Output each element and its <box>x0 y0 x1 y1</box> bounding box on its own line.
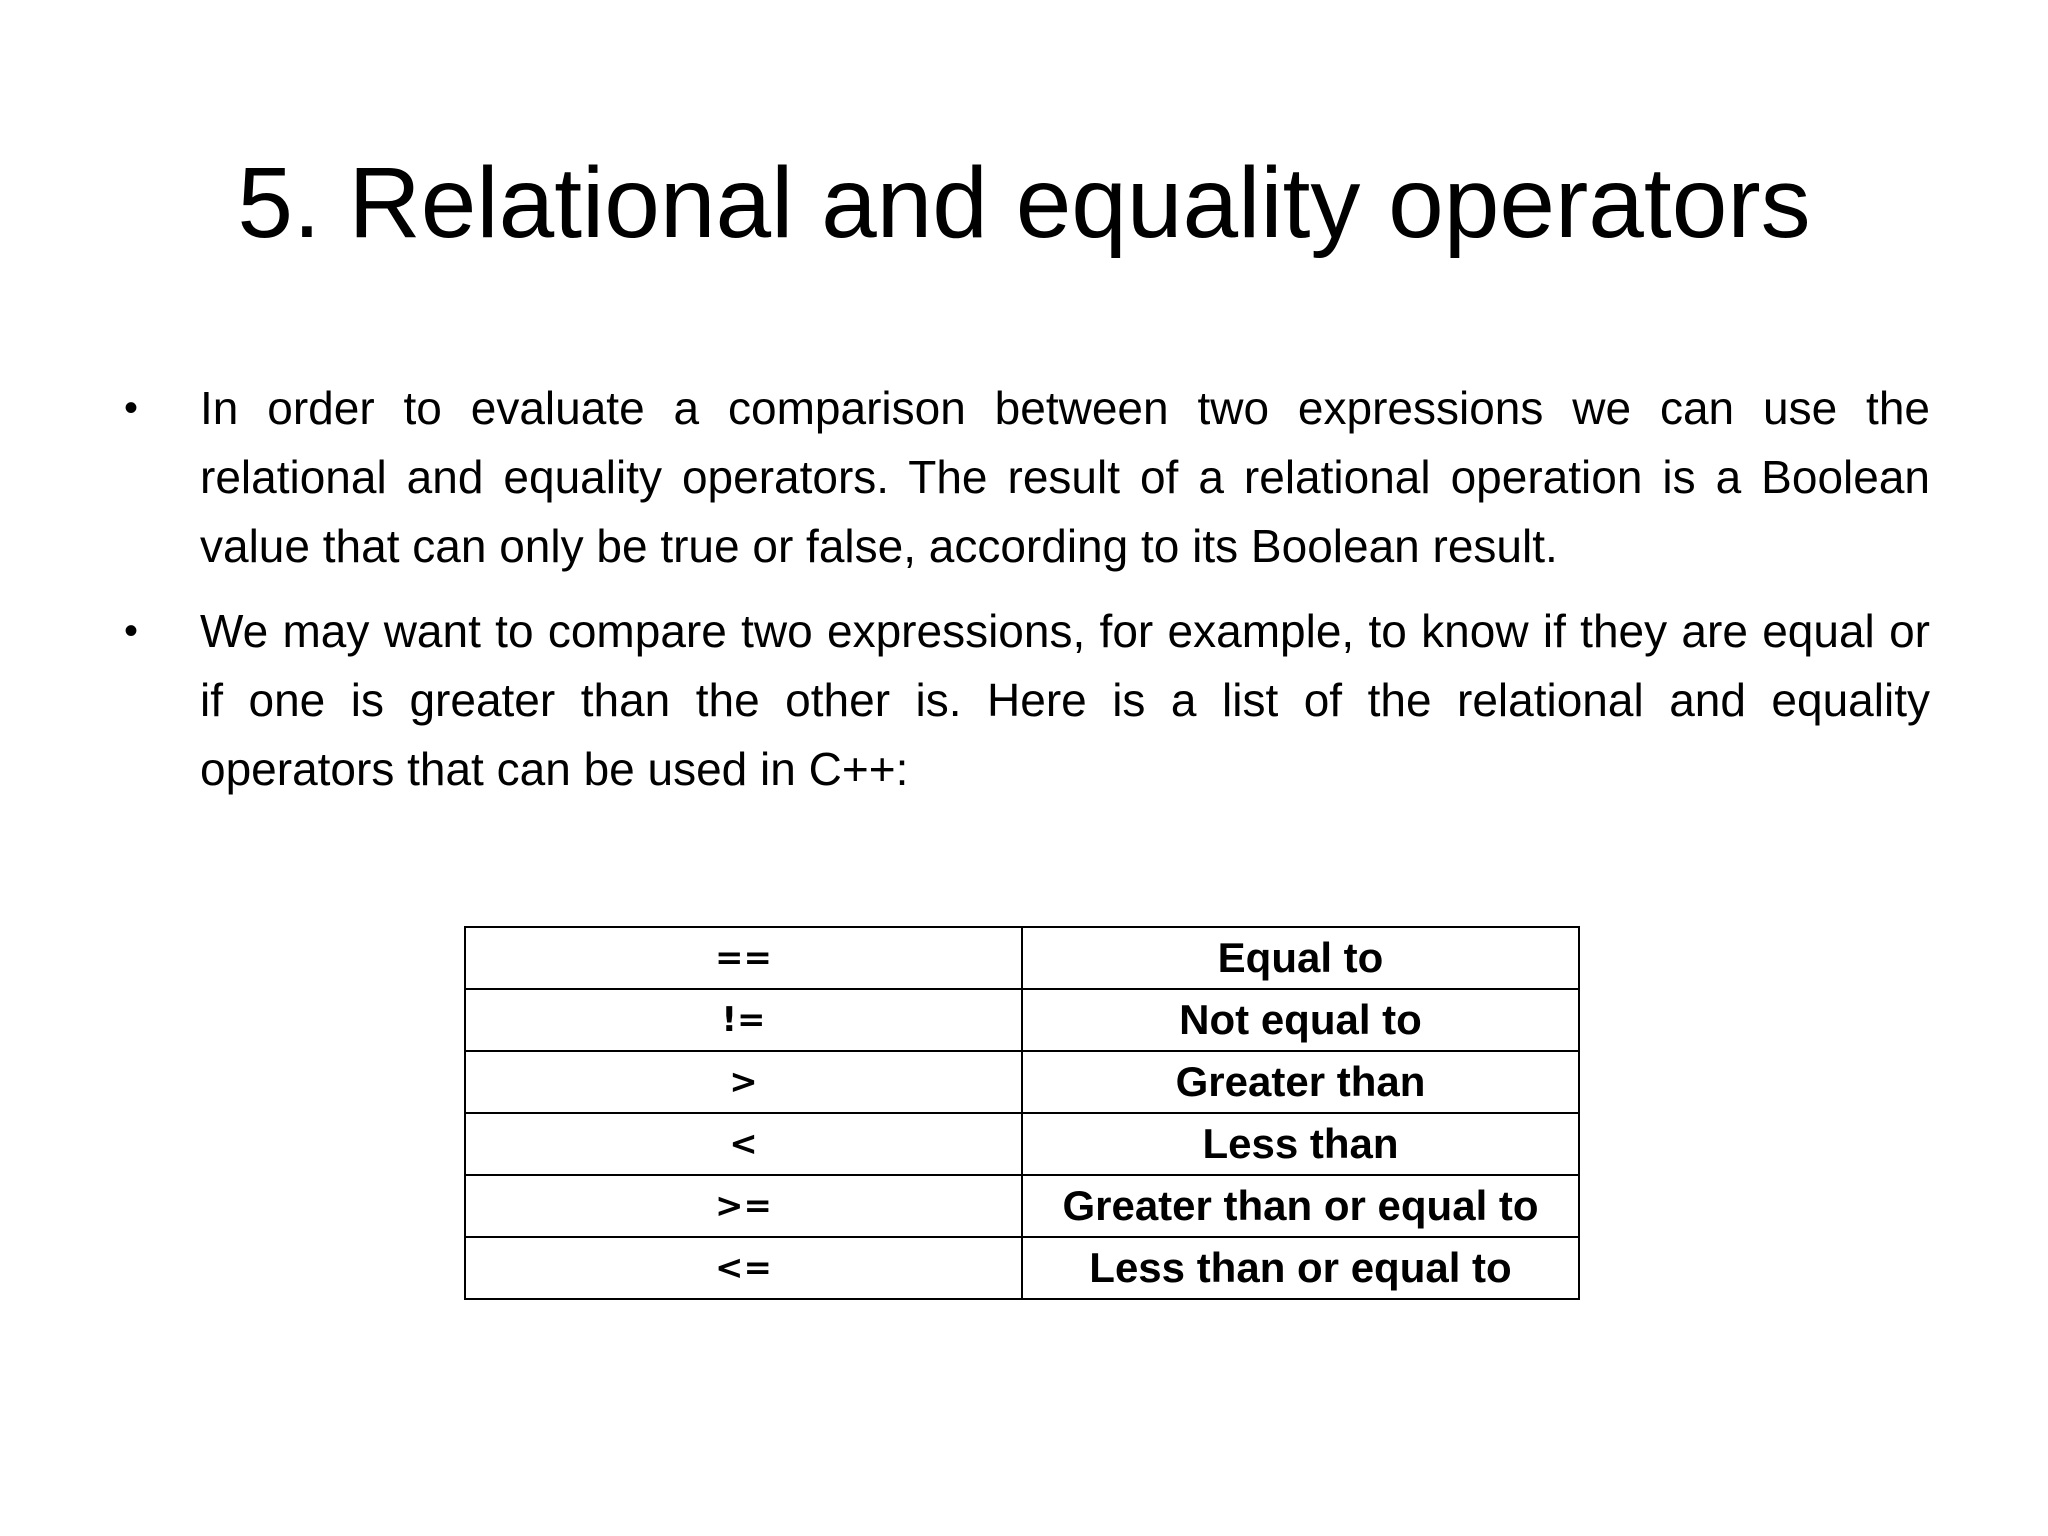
bullet-marker: • <box>124 609 139 653</box>
table-row <box>465 1175 1579 1237</box>
bullet-item <box>120 374 1930 581</box>
meaning-cell: Less than or equal to <box>1022 1237 1579 1299</box>
operator-cell: >= <box>465 1175 1022 1237</box>
operator-cell: <= <box>465 1237 1022 1299</box>
meaning-cell: Less than <box>1022 1113 1579 1175</box>
meaning-cell: Greater than <box>1022 1051 1579 1113</box>
bullet-marker: • <box>124 386 139 430</box>
table-row <box>465 1237 1579 1299</box>
operator-cell: > <box>465 1051 1022 1113</box>
bullet-text: In order to evaluate a comparison between two expressions we can use the relational and equality operators. The result of a relational operation is a Boolean value that can only be true or false, according to its Boolean result. <box>200 382 1930 572</box>
operator-cell: != <box>465 989 1022 1051</box>
bullet-text: We may want to compare two expressions, for example, to know if they are equal or if one is greater than the other is. Here is a list of the relational and equality operators that can be used in C++: <box>200 605 1930 795</box>
table-row <box>465 989 1579 1051</box>
slide-title: 5. Relational and equality operators <box>237 147 1811 259</box>
operator-cell: < <box>465 1113 1022 1175</box>
table-row <box>465 927 1579 989</box>
meaning-cell: Equal to <box>1022 927 1579 989</box>
table-row <box>465 1113 1579 1175</box>
operator-cell: == <box>465 927 1022 989</box>
table-row <box>465 1051 1579 1113</box>
operators-table <box>464 926 1580 1300</box>
bullet-item <box>120 597 1930 804</box>
meaning-cell: Not equal to <box>1022 989 1579 1051</box>
bullet-list <box>120 374 1930 820</box>
meaning-cell: Greater than or equal to <box>1022 1175 1579 1237</box>
